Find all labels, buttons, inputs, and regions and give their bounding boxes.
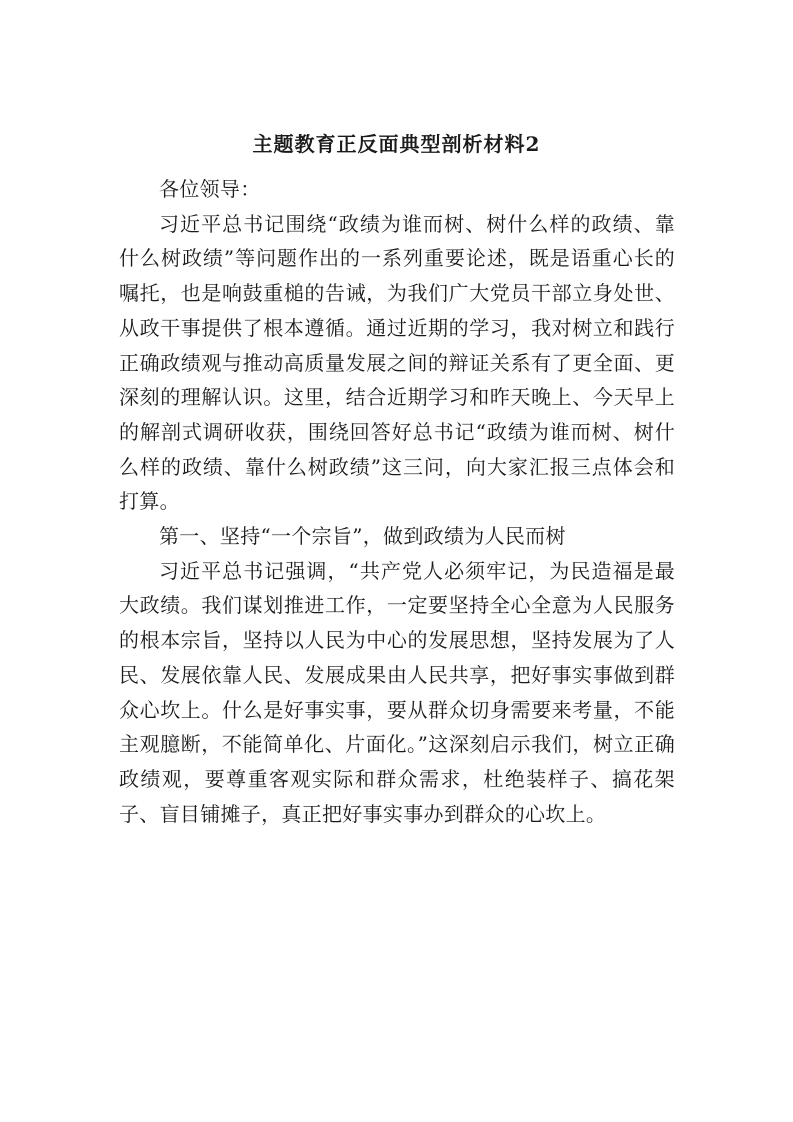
document-title: 主题教育正反面典型剖析材料2 xyxy=(252,132,541,156)
paragraph-intro: 习近平总书记围绕“政绩为谁而树、树什么样的政绩、靠什么树政绩”等问题作出的一系列重要论述，既是语重心长的嘱托，也是响鼓重槌的告诫，为我们广大党员干部立身处世、从政干事提供了根本遵循。通过近期的学习，我对树立和践行正确政绩观与推动高质量发展之间的辩证关系有了更全面、更深刻的理解认识。这里，结合近期学习和昨天晚上、今天早上的解剖式调研收获，围绕回答好总书记“政绩为谁而树、树什么样的政绩、靠什么树政绩”这三问，向大家汇报三点体会和打算。 xyxy=(119,211,675,514)
section-heading-one: 第一、坚持“一个宗旨”，做到政绩为人民而树 xyxy=(159,524,566,549)
greeting: 各位领导： xyxy=(159,177,261,201)
document-body xyxy=(119,172,675,831)
paragraph-section-one: 习近平总书记强调，“共产党人必须牢记，为民造福是最大政绩。我们谋划推进工作，一定要坚持全心全意为人民服务的根本宗旨，坚持以人民为中心的发展思想，坚持发展为了人民、发展依靠人民、发展成果由人民共享，把好事实事做到群众心坎上。什么是好事实事，要从群众切身需要来考量，不能主观臆断，不能简单化、片面化。”这深刻启示我们，树立正确政绩观，要尊重客观实际和群众需求，杜绝装样子、搞花架子、盲目铺摊子，真正把好事实事办到群众的心坎上。 xyxy=(119,558,675,826)
